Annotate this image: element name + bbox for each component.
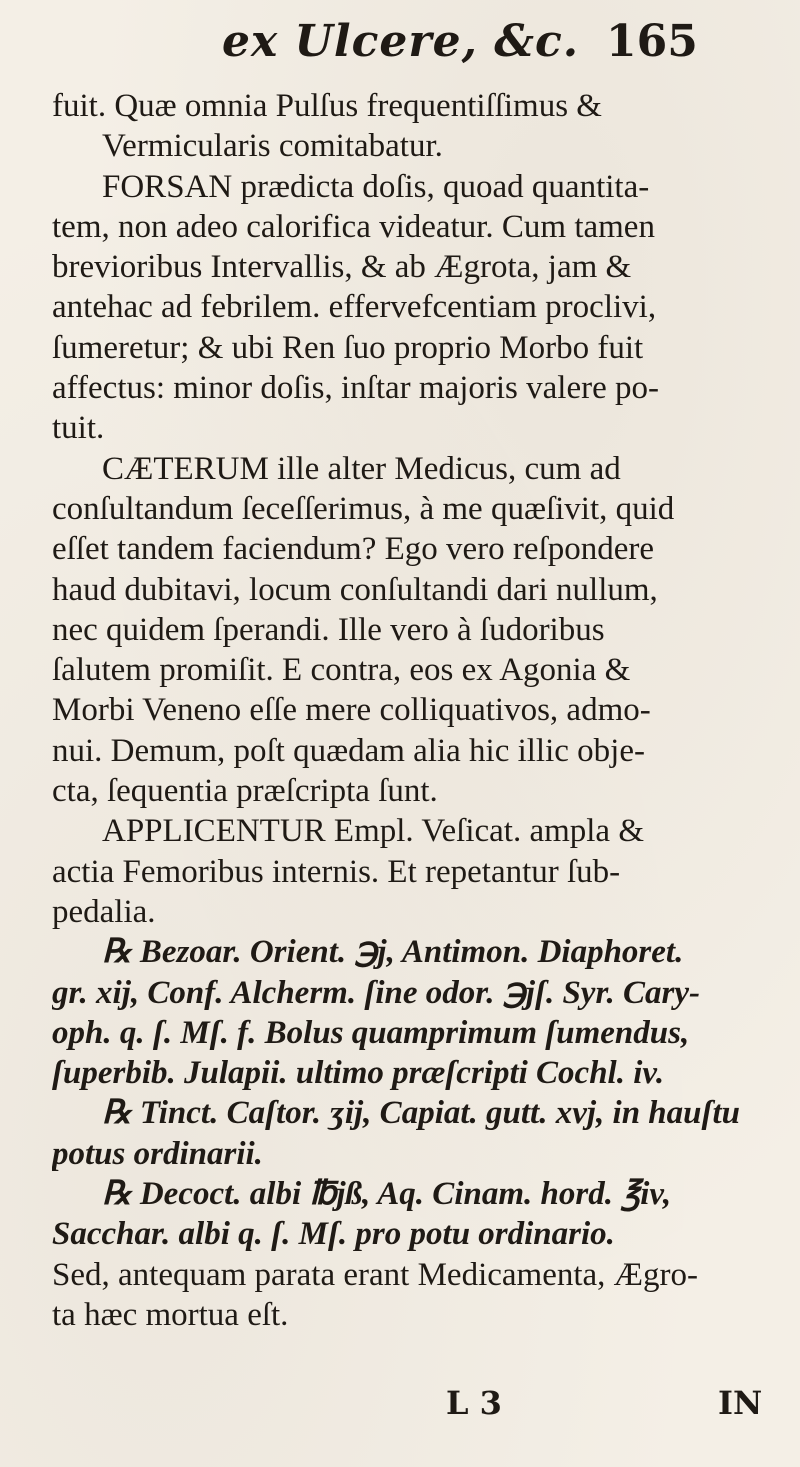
- paragraph-start-line: APPLICENTUR Empl. Veſicat. ampla &: [102, 813, 645, 850]
- prescription-line: oph. q. ſ. Mſ. f. Bolus quamprimum ſumendus,: [52, 1014, 690, 1051]
- text-line: Vermicularis comitabatur.: [102, 128, 443, 165]
- text-line: nec quidem ſperandi. Ille vero à ſudoribus: [52, 611, 605, 648]
- page-footer: [0, 1384, 800, 1434]
- prescription-line: Sacchar. albi q. ſ. Mſ. pro potu ordinario.: [52, 1216, 615, 1253]
- text-line: eſſet tandem faciendum? Ego vero reſpondere: [52, 531, 654, 568]
- text-line: cta, ſequentia præſcripta ſunt.: [52, 773, 438, 810]
- paragraph-start-line: CÆTERUM ille alter Medicus, cum ad: [102, 450, 621, 487]
- text-line: Morbi Veneno eſſe mere colliquativos, admo-: [52, 692, 651, 729]
- text-line: fuit. Quæ omnia Pulſus frequentiſſimus &: [52, 88, 602, 124]
- text-line: ta hæc mortua eſt.: [52, 1296, 289, 1333]
- text-line: ſumeretur; & ubi Ren ſuo proprio Morbo fuit: [52, 329, 644, 366]
- text-line: tuit.: [52, 410, 105, 447]
- running-head: [0, 16, 800, 76]
- page-number: 165: [606, 16, 698, 67]
- prescription-line: gr. xij, Conf. Alcherm. ſine odor. ℈jſ. Syr. Cary-: [52, 974, 700, 1011]
- paragraph-start-line: FORSAN prædicta doſis, quoad quantita-: [102, 168, 650, 205]
- text-line: brevioribus Intervallis, & ab Ægrota, jam &: [52, 249, 632, 286]
- text-line: conſultandum ſeceſſerimus, à me quæſivit, quid: [52, 490, 675, 527]
- text-line: pedalia.: [52, 893, 156, 930]
- text-line: tem, non adeo calorifica videatur. Cum tamen: [52, 208, 655, 245]
- prescription-line: potus ordinarii.: [52, 1135, 263, 1172]
- signature-mark: L 3: [446, 1384, 502, 1422]
- text-line: actia Femoribus internis. Et repetantur ſub-: [52, 853, 621, 890]
- text-line: ſalutem promiſit. E contra, eos ex Agonia &: [52, 652, 631, 689]
- prescription-line: ℞ Bezoar. Orient. ℈j, Antimon. Diaphoret.: [102, 934, 684, 971]
- text-line: nui. Demum, poſt quædam alia hic illic obje-: [52, 732, 645, 769]
- running-title: ex Ulcere, &c.: [222, 16, 580, 67]
- text-line: haud dubitavi, locum conſultandi dari nullum,: [52, 571, 658, 608]
- text-line: affectus: minor doſis, inſtar majoris valere po-: [52, 370, 659, 407]
- prescription-line: ſuperbib. Julapii. ultimo præſcripti Cochl. iv.: [52, 1055, 665, 1092]
- text-line: antehac ad febrilem. effervefcentiam proclivi,: [52, 289, 657, 326]
- catchword: IN: [718, 1384, 763, 1422]
- text-line: Sed, antequam parata erant Medicamenta, Ægro-: [52, 1256, 698, 1293]
- body-text: [52, 86, 782, 1335]
- prescription-line: ℞ Tinct. Caſtor. ʒij, Capiat. gutt. xvj, in hauſtu: [102, 1095, 741, 1132]
- prescription-line: ℞ Decoct. albi ℔jß, Aq. Cinam. hord. ℥iv,: [102, 1176, 672, 1213]
